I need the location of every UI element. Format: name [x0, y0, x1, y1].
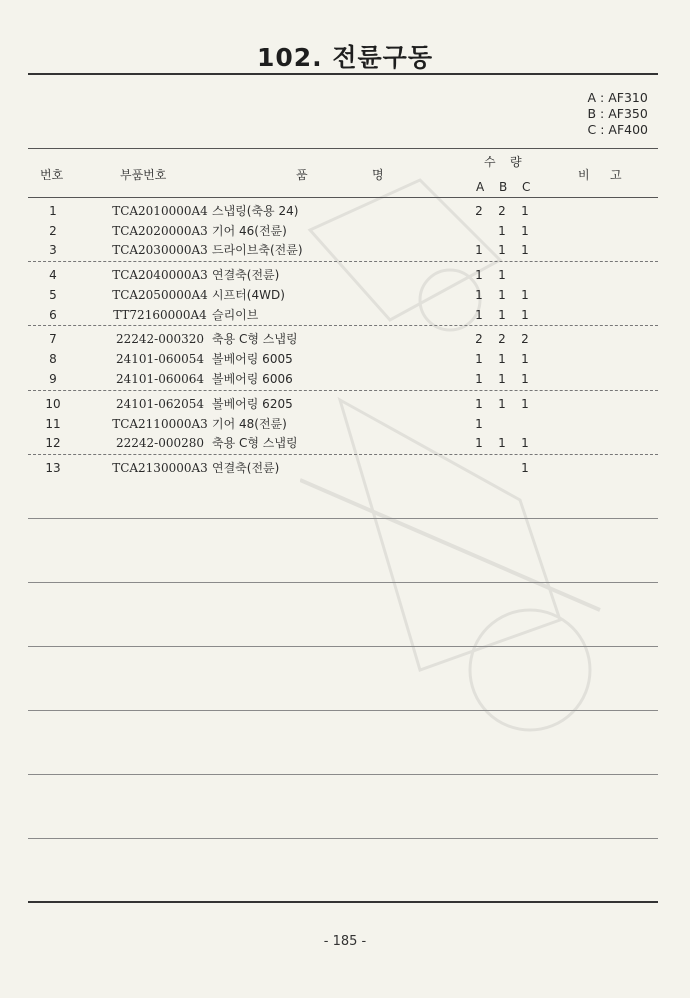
table-row: 13 TCA2130000A3 연결축(전륜) 1: [45, 461, 529, 475]
blank-row-rule: [28, 774, 658, 775]
blank-row-rule: [28, 518, 658, 519]
table-row: 8 24101-060054 볼베어링 6005 1 1 1: [49, 352, 529, 366]
table-row: 7 22242-000320 축용 C형 스냅링 2 2 2: [49, 332, 529, 346]
blank-row-rule: [28, 838, 658, 839]
model-legend: [587, 90, 648, 138]
table-top-rule: [28, 148, 658, 149]
header-remark-1: 비: [578, 168, 590, 182]
model-legend-b: B : AF350: [587, 106, 648, 121]
header-bottom-rule: [28, 197, 658, 198]
header-qty-c: C: [522, 180, 531, 194]
table-row: 10 24101-062054 볼베어링 6205 1 1 1: [45, 397, 529, 411]
blank-row-rule: [28, 582, 658, 583]
group-divider: [28, 454, 658, 455]
table-row: 2 TCA2020000A3 기어 46(전륜) 1 1: [49, 224, 529, 238]
header-qty-a: A: [476, 180, 485, 194]
group-divider: [28, 390, 658, 391]
table-row: 6 TT72160000A4 슬리이브 1 1 1: [49, 308, 529, 322]
page-title: 102. 전륜구동: [257, 43, 433, 72]
model-legend-a: A : AF310: [587, 90, 648, 105]
table-bottom-rule: [28, 901, 658, 903]
header-qty-1: 수: [484, 155, 496, 169]
table-row: 5 TCA2050000A4 시프터(4WD) 1 1 1: [49, 288, 529, 302]
header-part-no: 부품번호: [120, 168, 167, 182]
header-remark-2: 고: [610, 168, 622, 182]
group-divider: [28, 261, 658, 262]
table-row: 1 TCA2010000A4 스냅링(축용 24) 2 2 1: [49, 204, 529, 218]
header-no: 번호: [40, 168, 64, 182]
blank-row-rule: [28, 646, 658, 647]
table-row: 4 TCA2040000A3 연결축(전륜) 1 1: [49, 268, 506, 282]
header-qty-2: 량: [510, 155, 522, 169]
header-qty-b: B: [499, 180, 508, 194]
table-row: 3 TCA2030000A3 드라이브축(전륜) 1 1 1: [49, 243, 529, 257]
table-row: 12 22242-000280 축용 C형 스냅링 1 1 1: [45, 436, 529, 450]
page-number: - 185 -: [323, 934, 367, 949]
model-legend-c: C : AF400: [587, 122, 648, 137]
table-row: 11 TCA2110000A3 기어 48(전륜) 1: [45, 417, 483, 431]
blank-row-rule: [28, 710, 658, 711]
title-rule: [28, 73, 658, 75]
table-row: 9 24101-060064 볼베어링 6006 1 1 1: [49, 372, 529, 386]
group-divider: [28, 325, 658, 326]
header-name-2: 명: [372, 168, 384, 182]
header-name-1: 품: [296, 168, 308, 182]
